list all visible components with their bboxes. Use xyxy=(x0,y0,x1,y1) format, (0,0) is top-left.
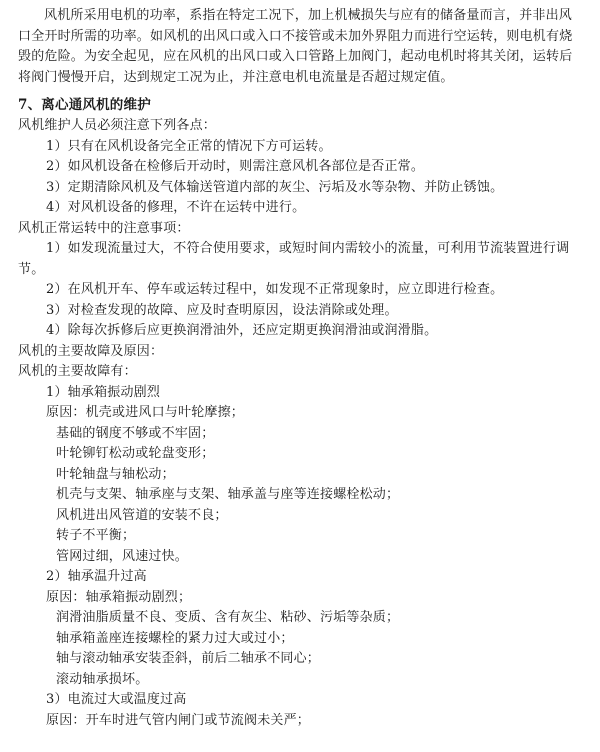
fault-detail: 轴承箱盖座连接螺栓的紧力过大或过小； xyxy=(56,630,294,646)
section-title: 7、离心通风机的维护 xyxy=(18,97,151,113)
fault-2 xyxy=(18,567,580,690)
fault-detail: 基础的钢度不够或不牢固； xyxy=(56,425,215,441)
list-item: 4）对风机设备的修理，不许在运转中进行。 xyxy=(46,200,306,215)
faults-intro: 风机的主要故障有： xyxy=(18,364,137,379)
normal-list xyxy=(18,239,580,342)
fault-cause: 原因：轴承箱振动剧烈； xyxy=(46,589,192,605)
list-item: 2）在风机开车、停车或运转过程中，如发现不正常现象时，应立即进行检查。 xyxy=(46,282,504,297)
normal-intro: 风机正常运转中的注意事项： xyxy=(18,220,190,236)
list-item: 1）如发现流量过大，不符合使用要求，或短时间内需较小的流量，可利用节流装置进行调节。 xyxy=(18,241,570,277)
fault-detail: 机壳与支架、轴承座与支架、轴承盖与座等连接螺栓松动； xyxy=(56,487,400,502)
list-item: 3）对检查发现的故障、应及时查明原因，设法消除或处理。 xyxy=(46,302,398,318)
list-item: 3）定期清除风机及气体输送管道内部的灰尘、污垢及水等杂物、并防止锈蚀。 xyxy=(46,179,504,195)
fault-detail: 叶轮轴盘与轴松动； xyxy=(56,466,175,482)
fault-detail: 风机进出风管道的安装不良； xyxy=(56,507,228,523)
fault-title: 3）电流过大或温度过高 xyxy=(46,692,187,707)
fault-detail: 滚动轴承损坏。 xyxy=(56,671,149,687)
maint-list xyxy=(18,137,580,219)
fault-title: 1）轴承箱振动剧烈 xyxy=(46,384,161,400)
fault-detail: 润滑油脂质量不良、变质、含有灰尘、粘砂、污垢等杂质； xyxy=(56,610,400,625)
fault-cause: 原因：开车时进气管内闸门或节流阀未关严； xyxy=(46,712,311,728)
fault-detail: 轴与滚动轴承安装歪斜，前后二轴承不同心； xyxy=(56,651,321,666)
fault-1 xyxy=(18,383,580,568)
fault-detail: 叶轮铆钉松动或轮盘变形； xyxy=(56,446,215,461)
faults-title: 风机的主要故障及原因： xyxy=(18,343,164,359)
fault-3 xyxy=(18,690,580,731)
list-item: 2）如风机设备在检修后开动时，则需注意风机各部位是否正常。 xyxy=(46,159,425,174)
fault-detail: 管网过细，风速过快。 xyxy=(56,548,189,564)
intro-paragraph: 风机所采用电机的功率，系指在特定工况下，加上机械损失与应有的储备量而言，并非出风口全开时所需的功率。如风机的出风口或入口不接管或未加外界阻力而进行空运转，则电机有烧毁的危险。为安全起见，应在风机的出风口或入口管路上加阀门，起动电机时将其关闭，运转后将阀门慢慢开启，达到规定工况为止，并注意电机电流量是否超过规定值。 xyxy=(18,8,573,85)
maint-intro: 风机维护人员必须注意下列各点： xyxy=(18,118,217,133)
fault-detail: 转子不平衡； xyxy=(56,528,136,543)
fault-cause: 原因：机壳或进风口与叶轮摩擦； xyxy=(46,405,245,420)
list-item: 4）除每次拆修后应更换润滑油外，还应定期更换润滑油或润滑脂。 xyxy=(46,323,438,338)
list-item: 1）只有在风机设备完全正常的情况下方可运转。 xyxy=(46,138,332,154)
fault-title: 2）轴承温升过高 xyxy=(46,569,147,584)
